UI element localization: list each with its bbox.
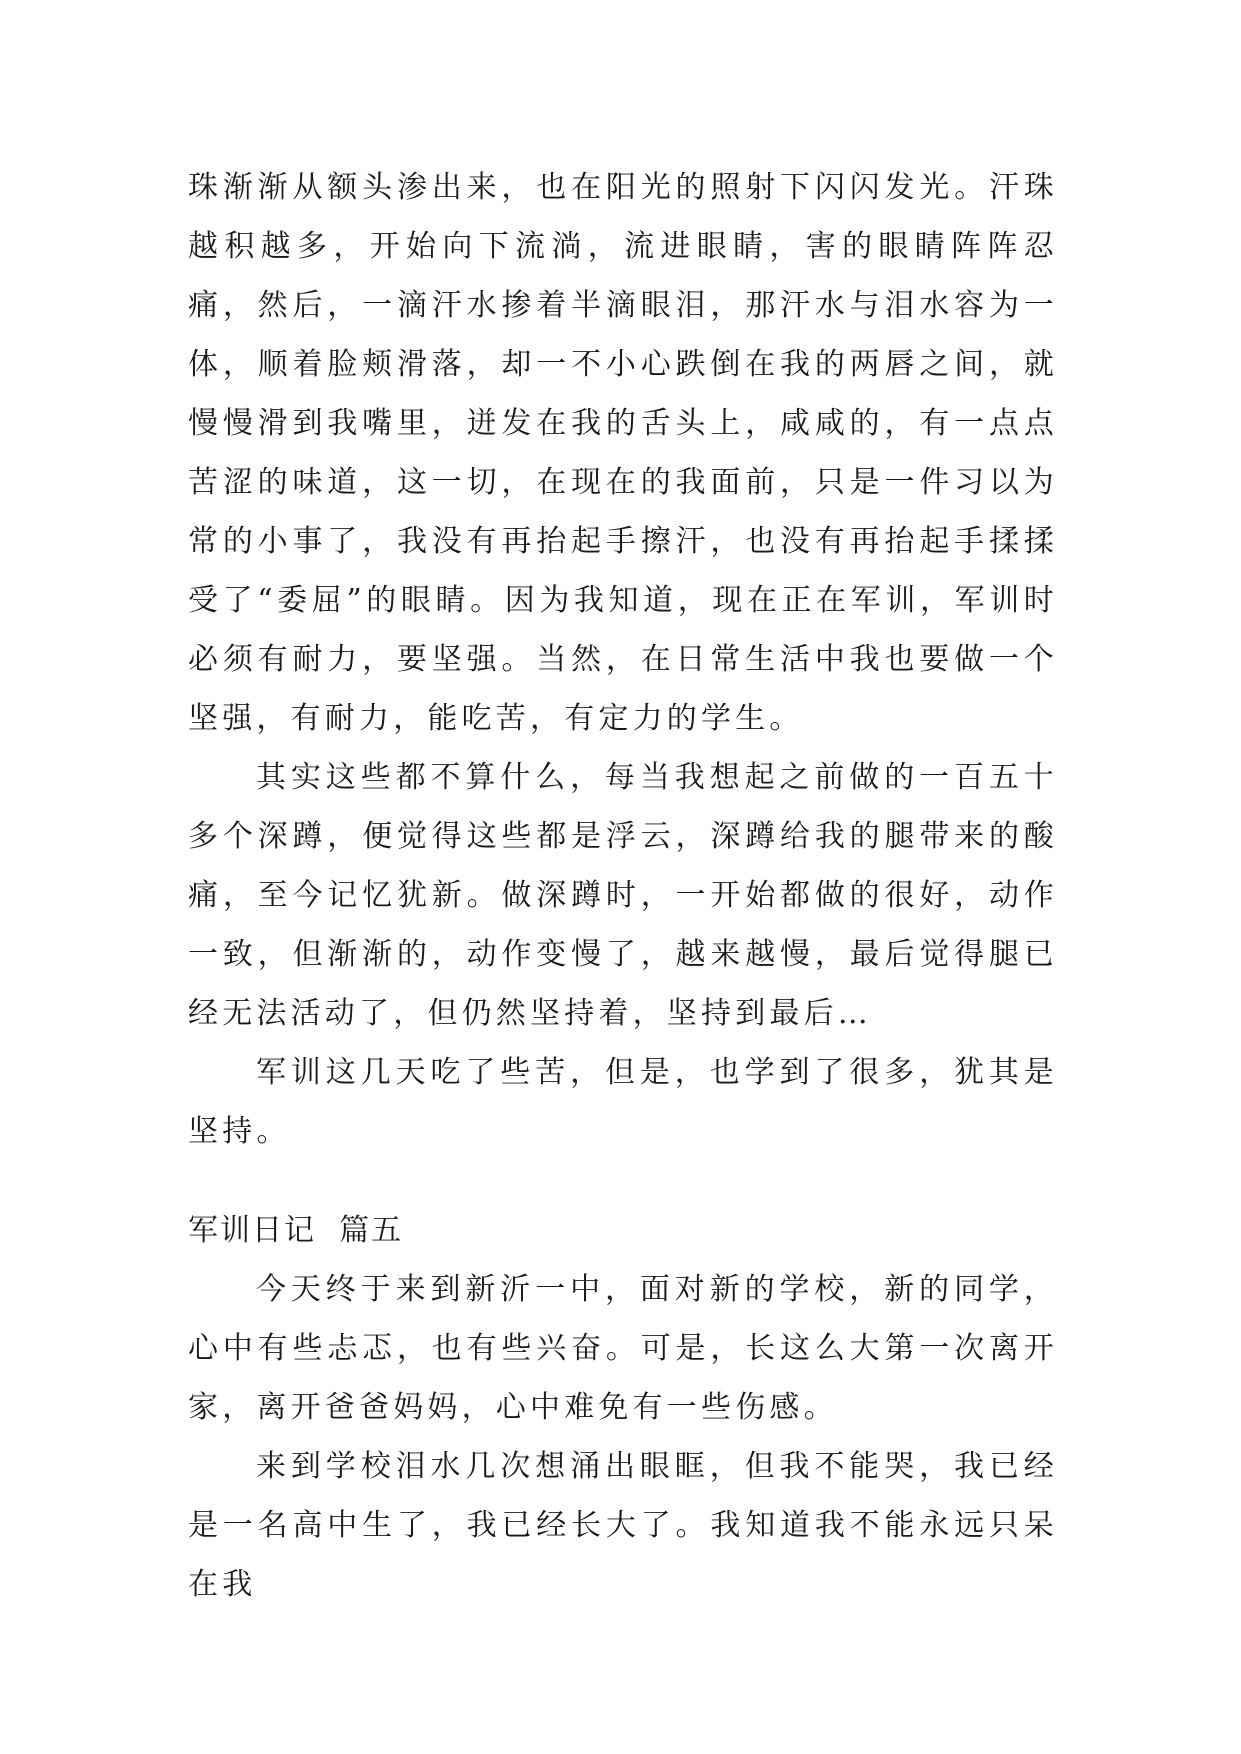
paragraph-deep-squats: 其实这些都不算什么，每当我想起之前做的一百五十多个深蹲，便觉得这些都是浮云，深蹲给我的腿带来的酸痛，至今记忆犹新。做深蹲时，一开始都做的很好，动作一致，但渐渐的，动作变慢了，越来越慢，最后觉得腿已经无法活动了，但仍然坚持着，坚持到最后… [188, 760, 1058, 1031]
paragraph-tears: 来到学校泪水几次想涌出眼眶，但我不能哭，我已经是一名高中生了，我已经长大了。我知道我不能永远只呆在我 [188, 1449, 1058, 1602]
paragraph-arrival: 今天终于来到新沂一中，面对新的学校，新的同学，心中有些忐忑，也有些兴奋。可是，长这么大第一次离开家，离开爸爸妈妈，心中难免有一些伤感。 [188, 1272, 1058, 1425]
body-text-section-1 [188, 158, 1058, 1161]
section-heading: 军训日记 篇五 [188, 1213, 404, 1248]
body-text-section-2 [188, 1260, 1058, 1614]
paragraph-continued: 珠渐渐从额头渗出来，也在阳光的照射下闪闪发光。汗珠越积越多，开始向下流淌，流进眼睛，害的眼睛阵阵忍痛，然后，一滴汗水掺着半滴眼泪，那汗水与泪水容为一体，顺着脸颊滑落，却一不小心跌倒在我的两唇之间，就慢慢滑到我嘴里，迸发在我的舌头上，咸咸的，有一点点苦涩的味道，这一切，在现在的我面前，只是一件习以为常的小事了，我没有再抬起手擦汗，也没有再抬起手揉揉受了“委屈”的眼睛。因为我知道，现在正在军训，军训时必须有耐力，要坚强。当然，在日常生活中我也要做一个坚强，有耐力，能吃苦，有定力的学生。 [188, 170, 1058, 736]
paragraph-conclusion: 军训这几天吃了些苦，但是，也学到了很多，犹其是坚持。 [188, 1055, 1058, 1149]
